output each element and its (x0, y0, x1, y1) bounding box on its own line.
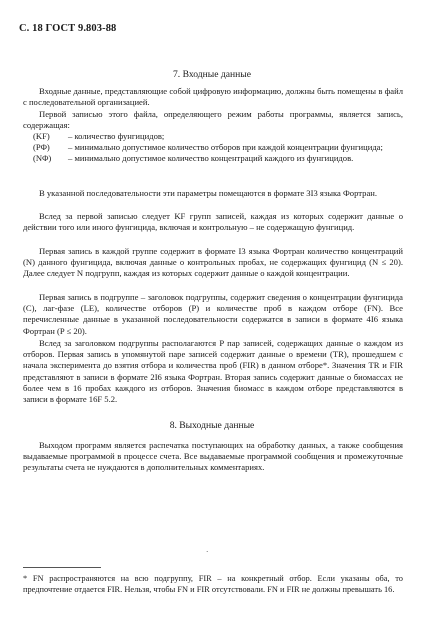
section-7-paragraph-7: Вслед за заголовком подгруппы располагаются P пар записей, содержащих данные о каждом из отборов. Первая запись в упомянутой паре записей содержит данные о времени (TR), прошедшем с начала эксперимента до взятия отбора и количества проб (FIR) в данном отборе*. Значения TR и FIR представляют в записи в формате 2I6 языка Фортран. Вторая запись содержит данные о биомассах не более чем в 16 пробах каждого из отборов. Значения биомасс в каждом отборе представляются в записи в формате 16F 5.2. (23, 338, 403, 405)
separator-mark: · (206, 548, 209, 556)
definition-kf (23, 131, 403, 142)
section-7-paragraph-4: Вслед за первой записью следует KF групп записей, каждая из которых содержит данные о действии того или иного фунгицида, включая и контрольную – не содержащую фунгицид. (23, 211, 403, 233)
section-7-paragraph-2: Первой записью этого файла, определяющего режим работы программы, является запись, содержащая: (23, 109, 403, 131)
section-8-title: 8. Выходные данные (169, 420, 255, 431)
footnote: * FN распространяются на всю подгруппу, FIR – на конкретный отбор. Если указаны оба, то предпочтение отдается FIR. Нельзя, чтобы FN и FIR отсутствовали. FN и FIR не должны превышать 16. (23, 574, 403, 594)
definition-text: – минимально допустимое количество отборов при каждой концентрации фунгицида; (68, 142, 383, 153)
section-7-paragraph-1: Входные данные, представляющие собой цифровую информацию, должны быть помещены в файл с последовательной организацией. (23, 86, 403, 108)
footnote-rule (23, 567, 101, 568)
section-7-title: 7. Входные данные (172, 69, 252, 80)
section-7-paragraph-5: Первая запись в каждой группе содержит в формате I3 языка Фортран количество концентраций (N) данного фунгицида, включая данные о контрольных пробах, не содержащих фунгицид (N ≤ 20). Далее следует N подгрупп, каждая из которых содержит данные о каждой концентрации. (23, 246, 403, 279)
definition-nf (23, 153, 403, 164)
section-8-paragraph-1: Выходом программ является распечатка поступающих на обработку данных, а также сообщения выдаваемые программой в процессе счета. Все выдаваемые программой сообщения и промежуточные результаты счета не нуждаются в дополнительных комментариях. (23, 440, 403, 473)
definition-key: (NΦ) (33, 153, 52, 164)
page-header: С. 18 ГОСТ 9.803-88 (19, 23, 117, 34)
definition-key: (PΦ) (33, 142, 50, 153)
section-7-paragraph-3: В указанной последовательности эти параметры помещаются в формате 3I3 языка Фортран. (39, 188, 378, 198)
definition-pf (23, 142, 403, 153)
definition-text: – количество фунгицидов; (68, 131, 165, 141)
parameter-definitions (23, 131, 403, 165)
section-7-paragraph-6: Первая запись в подгруппе – заголовок подгруппы, содержит сведения о концентрации фунгицида (C), лаг-фазе (LE), количестве отборов (P) и количестве проб в каждом отборе (FN). Все перечисленные данные в указанной последовательности содержатся в записи в формате 4I6 языка Фортран (P ≤ 20). (23, 292, 403, 336)
definition-text: – минимально допустимое количество концентраций каждого из фунгицидов. (68, 153, 354, 164)
definition-key: (KF) (33, 131, 50, 141)
